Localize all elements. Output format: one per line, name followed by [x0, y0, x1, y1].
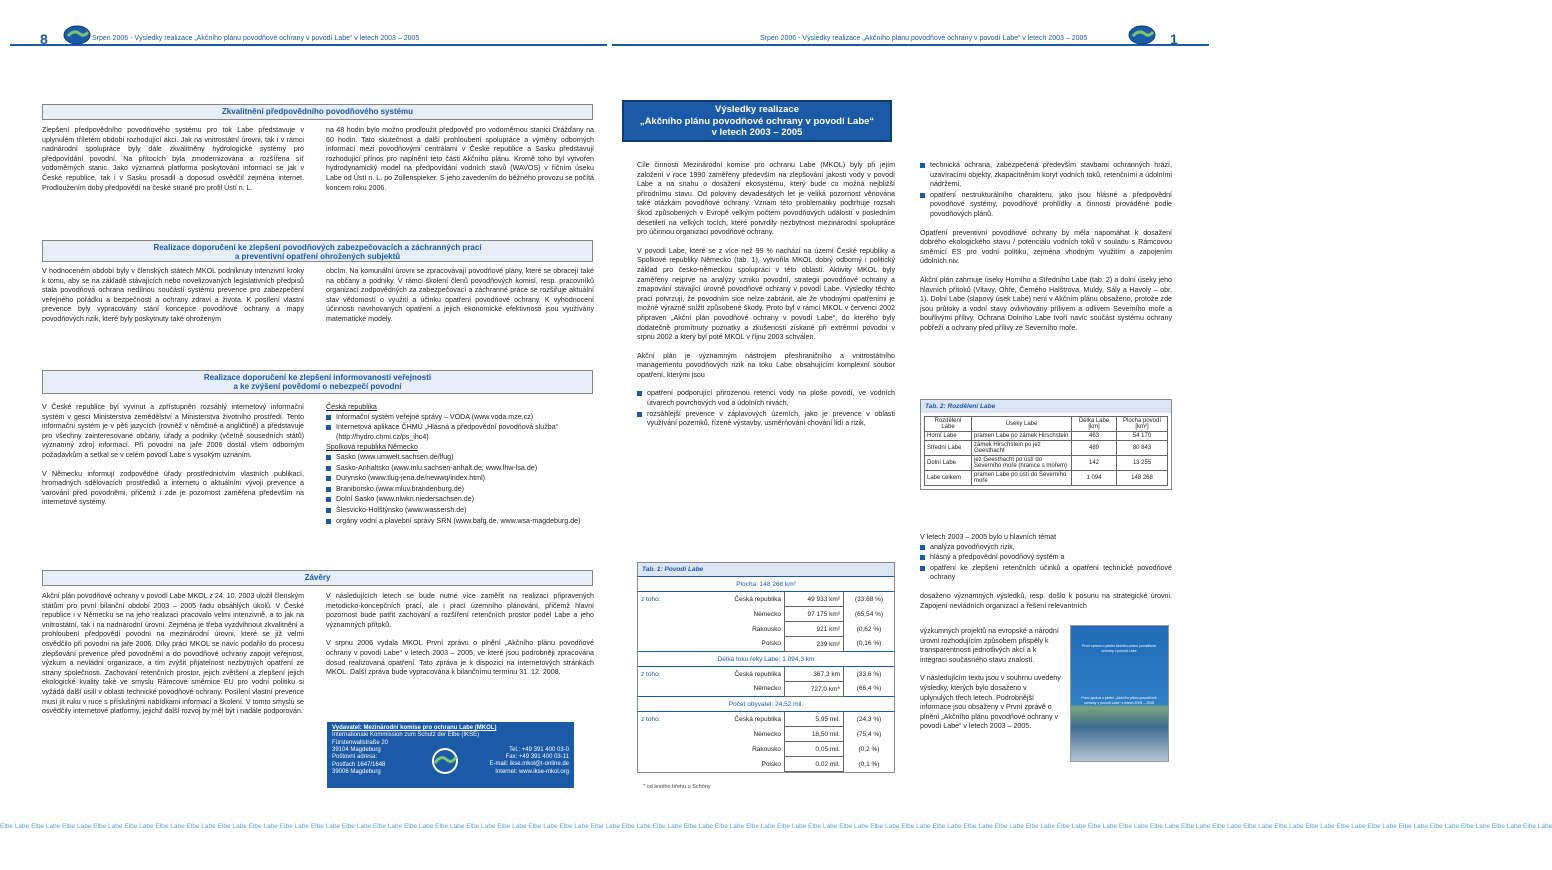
running-title-right: Srpen 2006 - Výsledky realizace „Akčního plánu povodňové ochrany v povodí Labe“ v letech 2003 – 2005 — [760, 35, 1088, 42]
table-row — [925, 432, 1168, 441]
right-col1-text — [637, 161, 895, 561]
table-cell: Rakousko — [752, 745, 781, 753]
list-item: Braniborsko (www.mluv.brandenburg.de) — [326, 485, 594, 495]
section-conclusions-col1: Akční plán povodňové ochrany v povodí Labe MKOL z 24. 10. 2003 uložil členským státům pro první bilanční období 2003 – 2005 řadu obsáhlých úkolů. V České republice i v Německu se na jeho realizaci pracovalo velmi intenzivně, a to jak na vnitrostátní, tak i na nadnárodní úrovni. Zejména je třeba vyzdvihnout zkvalitnění a prohloubení předpovědí povodní na mezinárodní úrovni, které se již velmi osvědčilo při povodni na jaře 2006. Díky práci MKOL se navíc podařilo do procesu zlepšování prevence před povodněmi a do povodňové ochrany zapojit veřejnost, výzkum a nevládní organizace, a tím zvýšit přijatelnost nezbytných opatření ze strany společnosti. Zachování retenčních prostor, jejich zvětšení a zlepšení jejich ekologické kvality také ve smyslu Rámcové směrnice EU pro vodní politiku si vyžádá další úsilí v oblasti technické povodňové ochrany. Posílení vlastní prevence musí jít ruku v ruce s příslušnými nabídkami informací a školení. V tomto smyslu se osvědčily internetové platformy, jejichž další rozvoj by měl být i nadále podporován. — [42, 592, 304, 716]
paragraph: V Německu informují zodpovědné úřady prostřednictvím vlastních publikací, hromadných sdělovacích prostředků a internetu o aktuálním vývoji prevence a varování před povodněmi, přičemž i zde je pozornost zaměřena především na internetové systémy. — [42, 469, 304, 507]
table-cell: (0,1 %) — [858, 760, 880, 768]
table-row — [638, 757, 894, 772]
section-forecast-title: Zkvalitnění předpovědního povodňového systému — [42, 104, 593, 120]
table-cell: (66,4 %) — [856, 685, 882, 693]
table-cell: 367,3 km — [785, 667, 844, 682]
section-forecast-col1: Zlepšení předpovědního povodňového systému pro tok Labe představuje v uplynulém tříletém období rozhodující akci. Jak na vnitrostátní úrovni, tak i v rámci nadnárodní spolupráce byly dále zkvalitněny hydrologické systémy pro předpovídání povodní. Na přítocích byla zmodernizována a rozšířena síť vodoměrných stanic. Jako významná platforma poskytování informací se jak v České republice, tak i v Sasku prosadil a doposud osvědčil zejména internet. Prodloužením doby předpovědí na české straně pro profil Ústí n. L. — [42, 126, 304, 192]
table-cell: Střední Labe — [925, 441, 972, 456]
table-row — [638, 682, 894, 697]
table-row — [638, 697, 894, 712]
table-cell: 5,95 mil. — [785, 712, 844, 727]
ikse-logo-icon — [427, 746, 463, 776]
table-row — [925, 441, 1168, 456]
table-row — [638, 577, 894, 592]
section-rescue-title: Realizace doporučení ke zlepšení povodňových zabezpečovacích a záchranných prací a preventivní opatření ohrožených subjektů — [42, 240, 593, 262]
table-cell: 18,50 mil. — [785, 727, 844, 742]
list-item: Šlesvicko-Holštýnsko (www.wassersh.de) — [326, 506, 594, 516]
right-col2-text — [920, 161, 1172, 396]
table-cell: Německo — [753, 610, 781, 618]
table-cell: Česká republika — [734, 715, 781, 723]
paragraph: V letech 2003 – 2005 bylo u hlavních témat — [920, 533, 1057, 541]
table-group-header: Plocha: 148 268 km² — [638, 577, 894, 592]
table-cell: 80 843 — [1117, 441, 1168, 456]
address-line: Postfach 1647/1648 — [332, 761, 386, 768]
table-row — [638, 742, 894, 757]
table-cell: z toho: — [641, 715, 661, 723]
data-table — [638, 576, 894, 772]
table-cell: zámek Hirschstein po jez Geesthacht — [972, 441, 1072, 456]
column-header: Rozdělení Labe — [925, 417, 972, 432]
list-item: analýza povodňových rizik, — [920, 543, 1172, 553]
table-cell: z toho: — [641, 670, 661, 678]
table-row — [638, 712, 894, 727]
table-row — [638, 622, 894, 637]
measures-list — [637, 389, 895, 428]
table-row — [638, 637, 894, 652]
list-item: Dolní Sasko (www.nlwkn.niedersachsen.de) — [326, 495, 594, 505]
table-row — [638, 607, 894, 622]
table-caption: Tab. 1: Povodí Labe — [638, 563, 894, 576]
table-cell: (0,2 %) — [858, 745, 880, 753]
publisher-title: Vydavatel: Mezinárodní komise pro ochranu Labe (MKOL) — [332, 725, 497, 731]
header-rule-right — [612, 44, 1209, 46]
table-cell: (0,62 %) — [856, 625, 882, 633]
table-cell: Dolní Labe — [925, 456, 972, 471]
list-item: Informační systém veřejné správy – VODA (www.voda.mze.cz) — [326, 413, 594, 423]
section-conclusions-title: Závěry — [42, 570, 593, 586]
contact-line[interactable]: E-mail: ikse.mkol@t-online.de — [489, 761, 569, 768]
paragraph: V České republice byl vyvinut a zpřístupněn rozsáhlý internetový informační systém v gesci Ministerstva zemědělství a Ministerstva životního prostředí. Tento informační systém je v pěti jazycích (rovněž v němčině a angličtině) a představuje pro všechny zainteresované občany, úřady a podniky (včetně sousedních států) významný zdroj informací. Při povodni na jaře 2006 dostál všem odborným požadavkům a setkal se v celém povodí Labe s vysokým uznáním. — [42, 403, 304, 459]
table-cell: (33,6 %) — [856, 670, 882, 678]
section-rescue-col1: V hodnoceném období byly v členských státech MKOL podniknuty intenzivní kroky k tomu, aby se na základě stávajících nebo novelizovaných legislativních předpisů stala povodňová ochrana nedílnou součástí systému prevence pro zabezpečení veřejného pořádku a bezpečnosti a ochrany zdraví a života. K posílení vlastní prevence byly vypracovány stání koncepce povodňové ochrany a mapy povodňových rizik, které byly poskytnuty také ohroženým — [42, 267, 304, 323]
table-cell: 921 km² — [785, 622, 844, 637]
paragraph: výzkumných projektů na evropské a národní úrovni rozhodujícím způsobem přispěly k transparentnosti jednotlivých akcí a k integraci současného stavu znalostí. — [920, 627, 1059, 664]
table-cell: 463 — [1072, 432, 1117, 441]
table-row — [925, 456, 1168, 471]
paragraph: Akční plán zahrnuje úseky Horního a Středního Labe (tab. 2) a dolní úseky jeho hlavních přítoků (Vltavy, Ohře, Černého Halštrova, Muldy, Sály a Havoly – obr. 1). Dolní Labe (slapový úsek Labe) není v Akčním plánu obsaženo, protože zde jsou průtoky a vodní stavy ovlivňovány přílivem a odlivem Severního moře a bouřlivými přílivy. Ochrana Dolního Labe tvoří navíc součást systému ochrany pobřeží a ochrany před přílivy ze Severního moře. — [920, 275, 1172, 332]
table-caption: Tab. 2: Rozdělení Labe — [921, 400, 1171, 413]
address-line: Fürstenwallstraße 20 — [332, 740, 389, 746]
table-cell: 239 km² — [785, 637, 844, 652]
paragraph: Opatření preventivní povodňové ochrany by měla napomáhat k dosažení dobrého ekologického stavu / potenciálu vodních toků v souladu s Rámcovou směrnicí ES pro vodní politiku, zejména vhodným využitím a zapojením údolních niv. — [920, 228, 1172, 266]
table-elbe-basin — [637, 562, 895, 773]
address-line: Poštovní adresa: — [332, 754, 378, 761]
table-cell: 97 175 km² — [785, 607, 844, 622]
section-rescue-col2: obcím. Na komunální úrovni se zpracovávají povodňové plány, které se obracejí také na občany a podniky. V rámci školení členů povodňových komisí, resp. pracovníků organizací zodpovědných za zabezpečovací a záchranné práce se rozšiřuje aktuální stav vědomostí o využití a účinku opatření povodňové ochrany. K vyhodnocení účinnosti navrhovaných opatření a jejich ekonomické efektivnosti jsou využívány matematické modely. — [326, 267, 594, 323]
ikse-logo-icon — [1127, 25, 1157, 45]
publisher-box — [327, 722, 574, 788]
table-cell: (75,4 %) — [856, 730, 882, 738]
ikse-logo-icon — [62, 25, 92, 45]
list-item: opatření ke zlepšení retenčních účinků a opatření technické povodňové ochrany — [920, 564, 1172, 583]
contact-line[interactable]: Internet: www.ikse-mkol.org — [495, 768, 569, 775]
germany-heading: Spolková republika Německo — [326, 443, 418, 452]
paragraph: V povodí Labe, které se z více než 99 % nachází na území České republiky a Spolkové republiky Německo (tab. 1), vytvořila MKOL dobrý odborný i politický základ pro česko-německou spolupráci v této oblasti. Aktivity MKOL byly zaměřeny nejprve na analýzy vzniku povodní, strategii povodňové ochrany a zmapování stávající úrovně povodňové ochrany v povodí Labe. Výsledky těchto prací potvrzují, že povodním sice nelze zabránit, ale že vhodnými opatřeními je možné výrazně snížit způsobené škody. Proto byl v rámci MKOL v červenci 2002 připraven „Akční plán povodňové ochrany v povodí Labe“, do kterého byly dodatečně promítnuty poznatky a zkušenosti získané při extrémní povodni v srpnu 2002 a který byl poté MKOL v říjnu 2003 schválen. — [637, 246, 895, 342]
table-cell: 0,02 mil. — [785, 757, 844, 772]
table-cell: (24,3 %) — [856, 715, 882, 723]
table-cell: 727,0 km* — [785, 682, 844, 697]
table-cell: Česká republika — [734, 595, 781, 603]
list-item: opatření podporující přirozenou retenci vody na ploše povodí, ve vodních útvarech povrchových vod a údolních nivách, — [637, 389, 895, 408]
table-row — [638, 727, 894, 742]
table-cell: Polsko — [761, 760, 781, 768]
table-cell: jez Geesthacht po ústí do Severního moře (hranice s mořem) — [972, 456, 1072, 471]
data-table — [924, 416, 1168, 486]
table-cell: 13 255 — [1117, 456, 1168, 471]
table-cell: Česká republika — [734, 670, 781, 678]
table-cell: 489 — [1072, 441, 1117, 456]
paragraph: Akční plán je významným nástrojem přeshraničního a vnitrostátního managementu povodňových rizik na toku Labe obsahujícím komplexní soubor opatření, kterými jsou — [637, 351, 895, 379]
table-group-header: Délka toku řeky Labe: 1 094,3 km — [638, 652, 894, 667]
table-header-row — [925, 417, 1168, 432]
cover-subtitle: První zpráva o plnění „Akčního plánu povodňové ochrany v povodí Labe“ v letech 2003 – 2005 — [1081, 696, 1157, 705]
table-cell: 0,05 mil. — [785, 742, 844, 757]
table-row — [638, 592, 894, 607]
right-page-number: 1 — [1170, 31, 1178, 47]
table-cell: Labe celkem — [925, 471, 972, 486]
right-col2-topics — [920, 533, 1172, 623]
paragraph: Cíle činnosti Mezinárodní komise pro ochranu Labe (MKOL) byly při jejím založení v roce 1990 zaměřeny především na zlepšování jakosti vody v povodí Labe a na snahu o dosažení ekosystému, který bude co možná nejbližší přírodnímu stavu. Od poloviny devadesátých let je veliká pozornost věnována také otázkám povodňové ochrany. Vznam této problematiky podtrhuje rozsah škod způsobených v Evropě velkým počtem povodňových událostí v posledním desetiletí na velkých tocích, které potvrdily nezbytnost mezinárodní spolupráce pro účinnou organizaci povodňové ochrany. — [637, 161, 895, 237]
table-cell: Horní Labe — [925, 432, 972, 441]
list-item: orgány vodní a plavební správy SRN (www.bafg.de, www.wsa-magdeburg.de) — [326, 517, 594, 527]
czech-republic-heading: Česká republika — [326, 403, 377, 411]
table-cell: Rakousko — [752, 625, 781, 633]
table-row — [638, 652, 894, 667]
paragraph: V následujícím textu jsou v souhrnu uvedeny výsledky, kterých bylo dosaženo v uplynulých třech letech. Podrobnější informace jsou obsaženy v První zprávě o plnění „Akčního plánu povodňové ochrany v povodí Labe“ v letech 2003 – 2005. — [920, 674, 1061, 731]
address-line: 39006 Magdeburg — [332, 768, 381, 775]
column-header: Plocha povodí [km²] — [1117, 417, 1168, 432]
list-item: Sasko-Anhaltsko (www.mlu.sachsen-anhalt.de; www.lhw-lsa.de) — [326, 464, 594, 474]
table-cell: Německo — [753, 730, 781, 738]
topics-list — [920, 543, 1172, 583]
header-rule-left — [10, 44, 607, 46]
list-item: opatření nestrukturálního charakteru, jako jsou hlásné a předpovědní povodňové systémy, povodňové prohlídky a činnosti prováděné podle povodňových plánů. — [920, 191, 1172, 220]
table-row — [638, 667, 894, 682]
right-col2-narrow — [920, 627, 1062, 807]
table-cell: 148 268 — [1117, 471, 1168, 486]
measures-list-cont — [920, 161, 1172, 220]
section-information-col1 — [42, 403, 304, 558]
contact-line: Tel.: +49 391 400 03-0 — [509, 747, 569, 753]
column-header: Úseky Labe — [972, 417, 1072, 432]
column-header: Délka Labe [km] — [1072, 417, 1117, 432]
cover-title: První zpráva o plnění Akčního plánu povodňové ochrany v povodí Labe — [1081, 644, 1157, 653]
page-title: Výsledky realizace „Akčního plánu povodňové ochrany v povodí Labe“ v letech 2003 – 2005 — [622, 100, 892, 142]
list-item: rozsáhlejší prevence v záplavových územích, jako je prevence v oblasti využívání pozemků, řízené výstavby, usměrňování chování lidí a rizik, — [637, 410, 895, 429]
left-page-number: 8 — [40, 31, 48, 47]
table-cell: 54 170 — [1117, 432, 1168, 441]
list-item: Sasko (www.umwelt.sachsen.de/lfug) — [326, 453, 594, 463]
table-cell: Německo — [753, 685, 781, 693]
table-cell: 1 094 — [1072, 471, 1117, 486]
footer-elbe-labe-strip: Elbe Labe Elbe Labe Elbe Labe Elbe Labe Elbe Labe Elbe Labe Elbe Labe Elbe Labe Elbe Labe Elbe Labe Elbe Labe Elbe Labe Elbe Labe Elbe Labe Elbe Labe Elbe Labe Elbe Labe Elbe Labe Elbe Labe Elbe Labe Elbe Labe Elbe Labe Elbe Labe Elbe Labe Elbe Labe Elbe Labe Elbe Labe Elbe Labe Elbe Labe Elbe Labe Elbe Labe Elbe Labe Elbe Labe Elbe Labe Elbe Labe Elbe Labe Elbe Labe Elbe Labe Elbe Labe Elbe Labe Elbe Labe Elbe Labe Elbe Labe Elbe Labe Elbe Labe Elbe Labe Elbe Labe Elbe Labe Elbe Labe Elbe Labe — [0, 823, 1552, 830]
section-conclusions-col2 — [326, 592, 594, 717]
list-item: Durynsko (www.tlug-jena.de/newwq/index.html) — [326, 474, 594, 484]
german-links-list — [326, 453, 594, 526]
czech-links-list — [326, 413, 594, 443]
table-row — [925, 471, 1168, 486]
table-cell: pramen Labe po zámek Hirschstein — [972, 432, 1072, 441]
table-elbe-division — [920, 399, 1172, 490]
table-footnote: * od levého břehu u Schöny — [643, 784, 711, 790]
publisher-subtitle: Internationale Kommission zum Schutz der Elbe (IKSE) — [332, 732, 480, 739]
list-item: Internetová aplikace ČHMÚ „Hlásná a předpovědní povodňová služba“ (http://hydro.chmi.cz/ps_ihc4) — [326, 423, 594, 442]
table-cell: (65,54 %) — [854, 610, 884, 618]
table-cell: (0,16 %) — [856, 640, 882, 648]
paragraph: V následujících letech se bude nutné více zaměřit na realizaci připravených metodicko-koncepčních prací, ale i prací územního plánování, přičemž hlavní pozornost bude patřit zachování a rozšíření retenčních prostor podél Labe a jeho významných přítoků. — [326, 592, 594, 629]
section-information-title: Realizace doporučení ke zlepšení informovanosti veřejnosti a ke zvýšení povědomí o nebezpečí povodní — [42, 370, 593, 394]
table-cell: 142 — [1072, 456, 1117, 471]
table-cell: z toho: — [641, 595, 661, 603]
table-group-header: Počet obyvatel: 24,52 mil. — [638, 697, 894, 712]
paragraph: dosaženo významných výsledků, resp. došlo k posunu na strategické úrovni. Zapojení nevládních organizací a řešení relevantních — [920, 591, 1172, 610]
table-cell: Polsko — [761, 640, 781, 648]
report-cover-image — [1070, 625, 1169, 762]
paragraph: V srpnu 2006 vydala MKOL První zprávu o plnění „Akčního plánu povodňové ochrany v povodí Labe“ v letech 2003 – 2005, ve které jsou podrobněji zpracována dosud realizovaná opatření. Tato zpráva je k dispozici na internetových stránkách MKOL. Další zpráva bude vypracována k bilančnímu termínu 31. 12. 2008. — [326, 639, 594, 677]
list-item: technická ochrana, zabezpečená především stavbami ochranných hrází, uzavíracími objekty, zkapacitněním koryt vodních toků, retenčními a údolními nádržemi, — [920, 161, 1172, 190]
section-information-col2 — [326, 403, 594, 568]
address-line: 39104 Magdeburg — [332, 747, 381, 754]
list-item: hlásný a předpovědní povodňový systém a — [920, 553, 1172, 563]
running-title-left: Srpen 2006 - Výsledky realizace „Akčního plánu povodňové ochrany v povodí Labe“ v letech 2003 – 2005 — [92, 35, 420, 42]
table-cell: pramen Labe po ústí do Severního moře — [972, 471, 1072, 486]
table-cell: (33,68 %) — [854, 595, 884, 603]
table-cell: 49 933 km² — [785, 592, 844, 607]
section-forecast-col2: na 48 hodin bylo možno prodloužit předpověď pro vodoměrnou stanici Drážďany na 60 hodin. Tato skutečnost a další prohloubení spolupráce a výměny odborných informací mezi povodňovými centrálami v České republice a Sasku představují rozhodující přínos pro naplnění této části Akčního plánu. Kromě toho byl vytvořen hydrodynamický model na předpovídání vodních stavů (WAVOS) v říčním úseku Labe od Ústí n. L. po Zollenspieker. S jeho zavedením do běžného provozu se počítá koncem roku 2006. — [326, 126, 594, 192]
contact-line: Fax: +49 391 400 03-11 — [505, 754, 569, 761]
